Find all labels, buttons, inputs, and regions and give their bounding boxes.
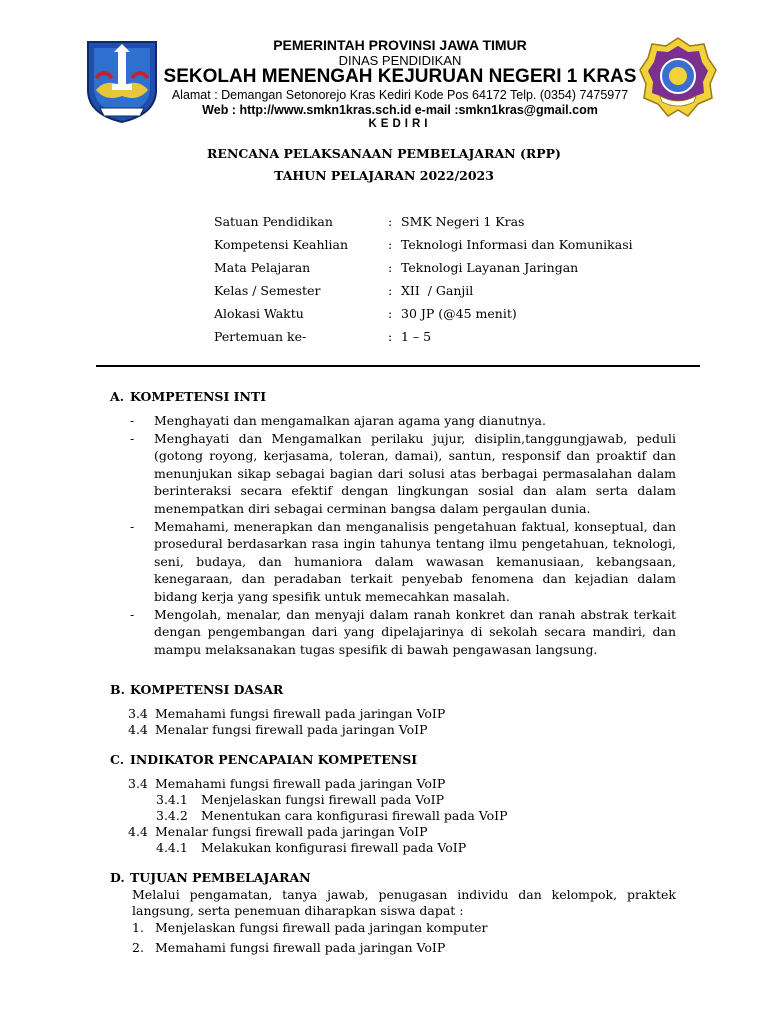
section-letter: D. <box>110 870 125 885</box>
header-government: PEMERINTAH PROVINSI JAWA TIMUR <box>273 37 527 53</box>
academic-year: TAHUN PELAJARAN 2022/2023 <box>274 168 494 183</box>
list-item-text: Mengolah, menalar, dan menyaji dalam ranah konkret dan ranah abstrak terkait dengan pengembangan dari yang dipelajarinya di sekolah secara mandiri, dan mampu melaksanakan tugas spesifik di bawah pengawasan langsung. <box>154 606 676 657</box>
list-item-text: Memahami, menerapkan dan menganalisis pengetahuan faktual, konseptual, dan prosedural berdasarkan rasa ingin tahunya tentang ilmu pengetahuan, teknologi, seni, budaya, dan humaniora dalam wawasan kemanusiaan, kebangsaan, kenegaraan, dan peradaban terkait penyebab fenomena dan kejadian dalam bidang kerja yang spesifik untuk memecahkan masalah. <box>154 518 676 604</box>
item-text: Memahami fungsi firewall pada jaringan VoIP <box>155 940 446 955</box>
section-letter: C. <box>110 752 125 767</box>
item-number: 4.4 <box>128 722 148 737</box>
list-item <box>130 412 676 430</box>
dash-bullet: - <box>130 606 135 622</box>
section-title: KOMPETENSI DASAR <box>130 682 284 697</box>
identity-label: Kelas / Semester <box>214 283 321 298</box>
section-d-heading <box>110 870 311 885</box>
item-number: 4.4 <box>128 824 148 839</box>
item-text: Menentukan cara konfigurasi firewall pada VoIP <box>201 808 508 823</box>
core-competency-list <box>130 412 676 658</box>
item-number: 4.4.1 <box>156 840 188 855</box>
identity-value: XII / Ganjil <box>401 283 474 298</box>
section-letter: A. <box>110 389 125 404</box>
item-text: Memahami fungsi firewall pada jaringan VoIP <box>155 776 446 791</box>
dash-bullet: - <box>130 518 135 534</box>
section-title: TUJUAN PEMBELAJARAN <box>130 870 311 885</box>
identity-colon: : <box>388 306 393 321</box>
section-letter: B. <box>110 682 125 697</box>
identity-colon: : <box>388 260 393 275</box>
identity-value: Teknologi Layanan Jaringan <box>401 260 579 275</box>
identity-value: SMK Negeri 1 Kras <box>401 214 525 229</box>
identity-value: Teknologi Informasi dan Komunikasi <box>401 237 633 252</box>
item-number: 2. <box>132 940 144 955</box>
item-text: Memahami fungsi firewall pada jaringan VoIP <box>155 706 446 721</box>
horizontal-rule <box>96 365 700 367</box>
identity-label: Kompetensi Keahlian <box>214 237 349 252</box>
list-item-text: Menghayati dan mengamalkan ajaran agama yang dianutnya. <box>154 413 546 428</box>
smkn1-kras-emblem-logo <box>638 36 718 120</box>
identity-value: 1 – 5 <box>401 329 432 344</box>
section-a-heading <box>110 389 266 404</box>
identity-label: Mata Pelajaran <box>214 260 311 275</box>
identity-label: Pertemuan ke- <box>214 329 307 344</box>
header-web-email: Web : http://www.smkn1kras.sch.id e-mail :smkn1kras@gmail.com <box>202 103 598 117</box>
item-number: 3.4.2 <box>156 808 188 823</box>
item-text: Menjelaskan fungsi firewall pada VoIP <box>201 792 445 807</box>
identity-colon: : <box>388 214 393 229</box>
list-item <box>130 430 676 518</box>
section-b-heading <box>110 682 283 697</box>
item-number: 1. <box>132 920 144 935</box>
identity-colon: : <box>388 283 393 298</box>
item-text: Menjelaskan fungsi firewall pada jaringan komputer <box>155 920 488 935</box>
header-school-name: SEKOLAH MENENGAH KEJURUAN NEGERI 1 KRAS <box>163 66 637 87</box>
list-item <box>130 606 676 659</box>
header-city: KEDIRI <box>368 118 432 130</box>
item-text: Menalar fungsi firewall pada jaringan VoIP <box>155 722 428 737</box>
item-number: 3.4 <box>128 706 148 721</box>
header-address: Alamat : Demangan Setonorejo Kras Kediri Kode Pos 64172 Telp. (0354) 7475977 <box>171 88 629 102</box>
section-c-heading <box>110 752 417 767</box>
identity-label: Alokasi Waktu <box>214 306 304 321</box>
item-text: Menalar fungsi firewall pada jaringan VoIP <box>155 824 428 839</box>
dash-bullet: - <box>130 413 135 428</box>
item-number: 3.4 <box>128 776 148 791</box>
jawa-timur-emblem-logo <box>82 38 162 124</box>
list-item-text: Menghayati dan Mengamalkan perilaku jujur, disiplin,tanggungjawab, peduli (gotong royong, kerjasama, toleran, damai), santun, responsif dan proaktif dan menunjukan sikap sebagai bagian dari solusi atas berbagai permasalahan dalam berinteraksi secara efektif dengan lingkungan sosial dan alam serta dalam menempatkan diri sebagai cerminan bangsa dalam pergaulan dunia. <box>154 430 676 516</box>
list-item <box>130 518 676 606</box>
item-text: Melakukan konfigurasi firewall pada VoIP <box>201 840 467 855</box>
section-title: KOMPETENSI INTI <box>130 389 267 404</box>
section-title: INDIKATOR PENCAPAIAN KOMPETENSI <box>130 752 418 767</box>
identity-colon: : <box>388 329 393 344</box>
item-number: 3.4.1 <box>156 792 188 807</box>
dash-bullet: - <box>130 430 135 446</box>
header-department: DINAS PENDIDIKAN <box>338 53 462 68</box>
document-title: RENCANA PELAKSANAAN PEMBELAJARAN (RPP) <box>207 146 561 161</box>
identity-colon: : <box>388 237 393 252</box>
learning-objective-intro: Melalui pengamatan, tanya jawab, penugasan individu dan kelompok, praktek langsung, serta penemuan diharapkan siswa dapat : <box>132 887 676 918</box>
identity-label: Satuan Pendidikan <box>214 214 333 229</box>
identity-value: 30 JP (@45 menit) <box>401 306 517 321</box>
